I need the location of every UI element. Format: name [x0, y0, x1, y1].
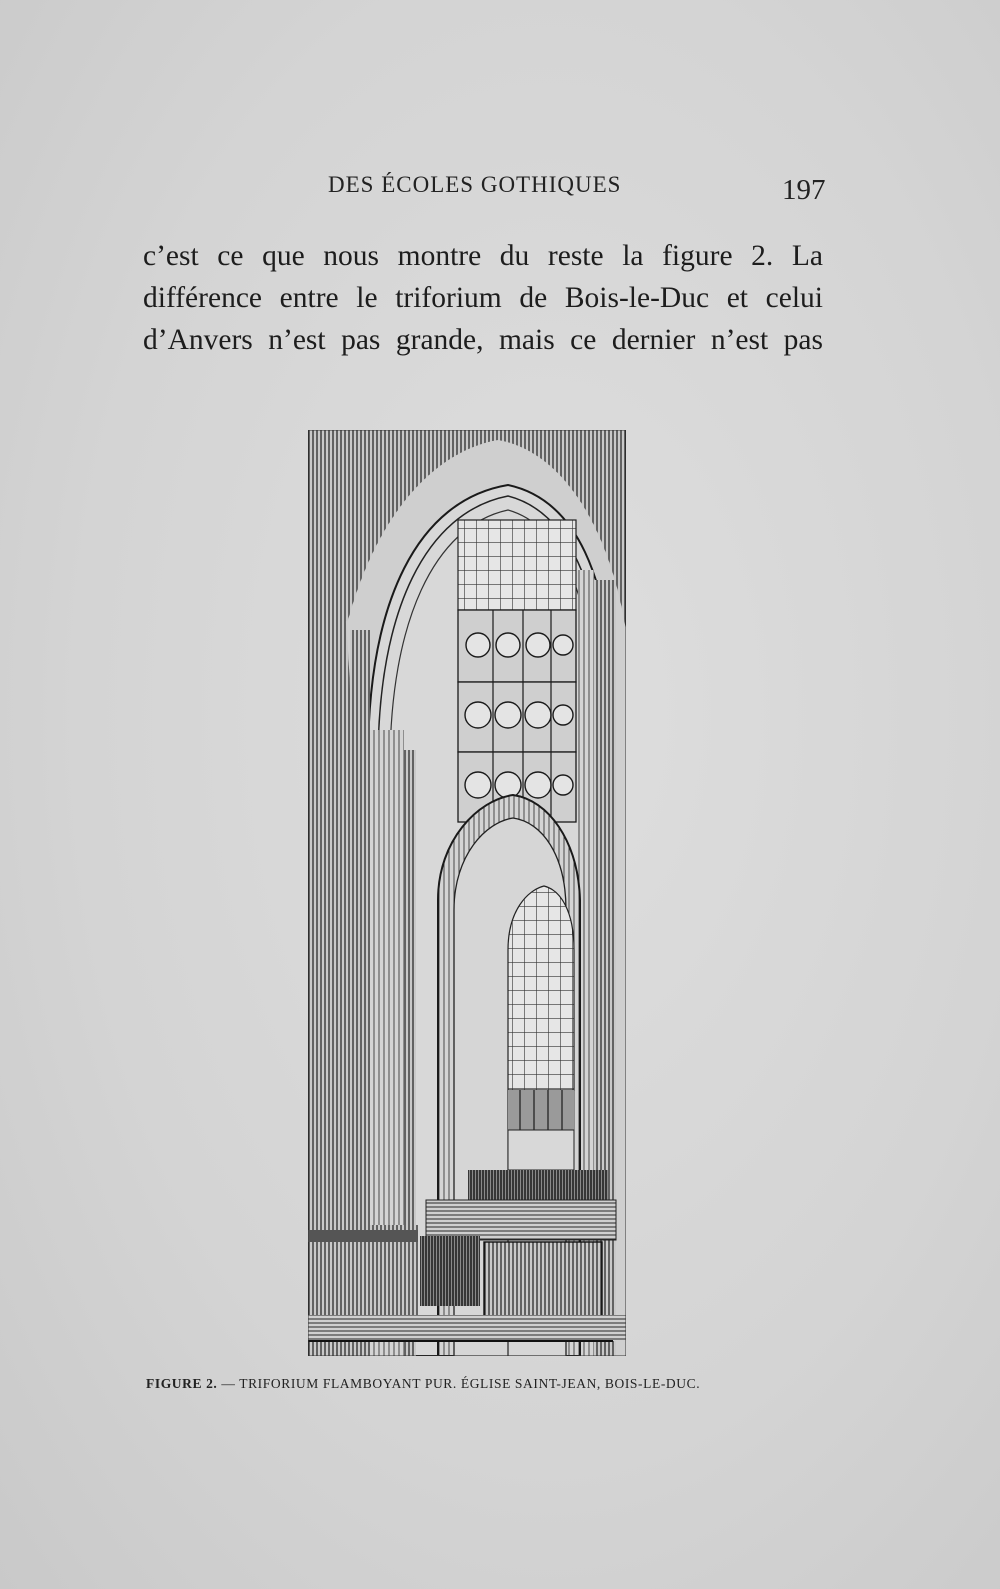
body-paragraph: [143, 235, 823, 361]
caption-label: FIGURE 2.: [146, 1376, 218, 1391]
figure-illustration: [308, 430, 626, 1356]
text-line: différence entre le triforium de Bois-le-Duc et celui: [143, 282, 823, 314]
caption-text: — TRIFORIUM FLAMBOYANT PUR. ÉGLISE SAINT-JEAN, BOIS-LE-DUC.: [221, 1376, 701, 1391]
cathedral-engraving: [308, 430, 626, 1356]
page-number: 197: [782, 174, 826, 206]
figure-caption: [146, 1376, 786, 1392]
show-through-text: [145, 368, 835, 408]
running-head: DES ÉCOLES GOTHIQUES: [328, 172, 622, 197]
text-line: c’est ce que nous montre du reste la figure 2. La: [143, 240, 823, 272]
text-line: d’Anvers n’est pas grande, mais ce dernier n’est pas: [143, 324, 823, 356]
page-header: [0, 168, 1000, 208]
